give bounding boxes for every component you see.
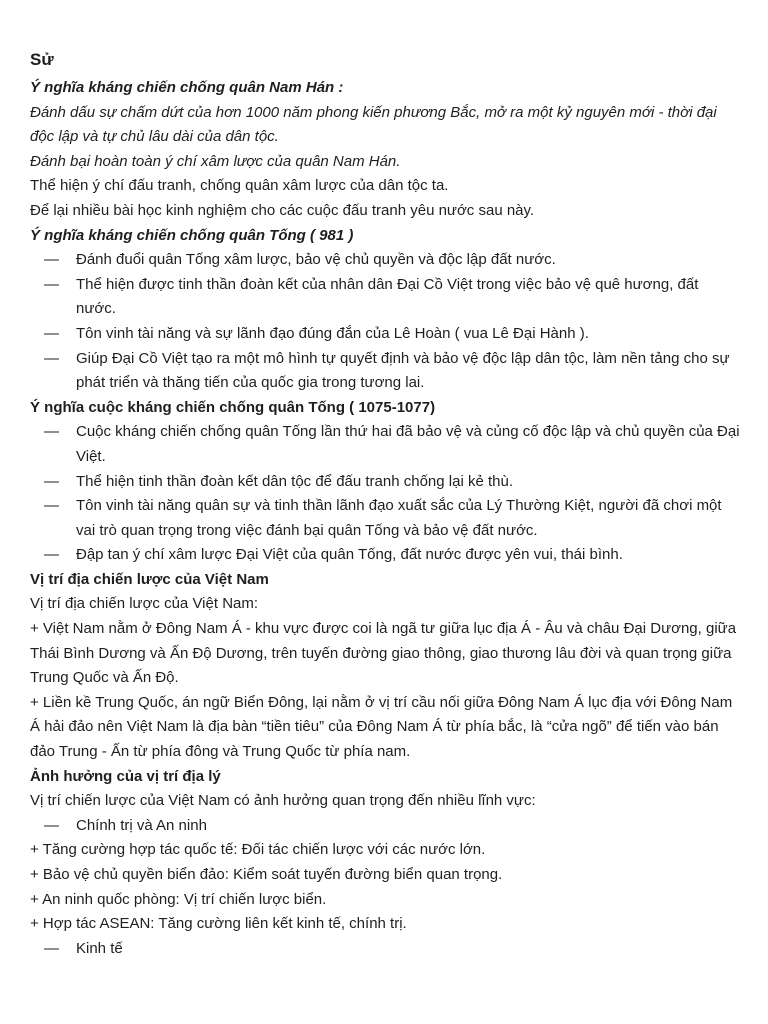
dash-bullet: —: [44, 423, 59, 441]
list-item-text: Cuộc kháng chiến chống quân Tống lần thứ hai đã bảo vệ và củng cố độc lập và chủ quyền của Đại Việt.: [76, 423, 740, 465]
section-heading-anh-huong: Ảnh hưởng của vị trí địa lý: [30, 767, 221, 785]
list-item-text: Đập tan ý chí xâm lược Đại Việt của quân Tống, đất nước được yên vui, thái bình.: [76, 546, 623, 564]
paragraph-line: + Việt Nam nằm ở Đông Nam Á - khu vực được coi là ngã tư giữa lục địa Á - Âu và châu Đại Dương, giữa Thái Bình Dương và Ấn Độ Dương, trên tuyến đường giao thông, giao thương lâu đời và quan trọng giữa Trung Quốc và Ấn Độ.: [30, 620, 737, 687]
dash-bullet: —: [44, 939, 59, 957]
list-item: [30, 543, 742, 568]
list-item: [30, 814, 742, 839]
list-item: [30, 273, 742, 322]
paragraph-line: + Bảo vệ chủ quyền biển đảo: Kiểm soát tuyến đường biển quan trọng.: [30, 866, 503, 883]
section-heading-tong-981: Ý nghĩa kháng chiến chống quân Tống ( 981 ): [30, 226, 354, 244]
page-title: Sử: [30, 50, 54, 69]
dash-bullet: —: [44, 546, 59, 564]
list-item: [30, 494, 742, 543]
dash-bullet: —: [44, 472, 59, 490]
list-item: [30, 322, 742, 347]
list-item: [30, 937, 742, 962]
paragraph-line: + An ninh quốc phòng: Vị trí chiến lược biển.: [30, 890, 327, 908]
list-item: [30, 248, 742, 273]
section-heading-nam-han: Ý nghĩa kháng chiến chống quân Nam Hán :: [30, 79, 344, 96]
list-item-text: Kinh tế: [76, 939, 123, 957]
list-item: [30, 420, 742, 469]
dash-bullet: —: [44, 251, 59, 269]
paragraph-line: + Hợp tác ASEAN: Tăng cường liên kết kinh tế, chính trị.: [30, 915, 407, 933]
dash-bullet: —: [44, 275, 59, 293]
paragraph-line: + Tăng cường hợp tác quốc tế: Đối tác chiến lược với các nước lớn.: [30, 841, 486, 859]
list-item-text: Giúp Đại Cồ Việt tạo ra một mô hình tự quyết định và bảo vệ độc lập dân tộc, làm nền tảng cho sự phát triển và thăng tiến của quốc gia trong tương lai.: [76, 349, 730, 392]
list-item: [30, 470, 742, 495]
paragraph-line: Vị trí chiến lược của Việt Nam có ảnh hưởng quan trọng đến nhiều lĩnh vực:: [30, 792, 536, 810]
list-item-text: Tôn vinh tài năng và sự lãnh đạo đúng đắn của Lê Hoàn ( vua Lê Đại Hành ).: [76, 324, 589, 342]
paragraph-line: Đánh dấu sự chấm dứt của hơn 1000 năm phong kiến phương Bắc, mở ra một kỷ nguyên mới - thời đại độc lập và tự chủ lâu dài của dân tộc.: [30, 103, 717, 146]
list-item-text: Đánh đuổi quân Tống xâm lược, bảo vệ chủ quyền và độc lập đất nước.: [76, 251, 556, 269]
dash-bullet: —: [44, 816, 59, 834]
list-item-text: Thể hiện được tinh thần đoàn kết của nhân dân Đại Cồ Việt trong việc bảo vệ quê hương, đất nước.: [76, 275, 699, 318]
paragraph-line: + Liền kề Trung Quốc, án ngữ Biển Đông, lại nằm ở vị trí cầu nối giữa Đông Nam Á lục địa với Đông Nam Á hải đảo nên Việt Nam là địa bàn “tiền tiêu” của Đông Nam Á từ phía bắc, là “cửa ngõ” để tiến vào bán đảo Trung - Ấn từ phía đông và Trung Quốc từ phía nam.: [30, 693, 733, 761]
list-item-text: Chính trị và An ninh: [76, 816, 207, 834]
paragraph-line: Thể hiện ý chí đấu tranh, chống quân xâm lược của dân tộc ta.: [30, 177, 449, 195]
list-item: [30, 347, 742, 396]
paragraph-line: Đánh bại hoàn toàn ý chí xâm lược của quân Nam Hán.: [30, 152, 401, 170]
paragraph-line: Vị trí địa chiến lược của Việt Nam:: [30, 595, 259, 613]
list-item-text: Tôn vinh tài năng quân sự và tinh thần lãnh đạo xuất sắc của Lý Thường Kiệt, người đã chơi một vai trò quan trọng trong việc đánh bại quân Tống và bảo vệ đất nước.: [76, 497, 722, 539]
list-item-text: Thể hiện tinh thần đoàn kết dân tộc để đấu tranh chống lại kẻ thù.: [76, 472, 513, 490]
dash-bullet: —: [44, 324, 59, 342]
section-heading-tong-1075: Ý nghĩa cuộc kháng chiến chống quân Tống ( 1075-1077): [30, 398, 436, 416]
dash-bullet: —: [44, 497, 59, 515]
section-heading-vi-tri: Vị trí địa chiến lược của Việt Nam: [30, 570, 269, 588]
dash-bullet: —: [44, 349, 59, 367]
paragraph-line: Để lại nhiều bài học kinh nghiệm cho các cuộc đấu tranh yêu nước sau này.: [30, 201, 535, 219]
